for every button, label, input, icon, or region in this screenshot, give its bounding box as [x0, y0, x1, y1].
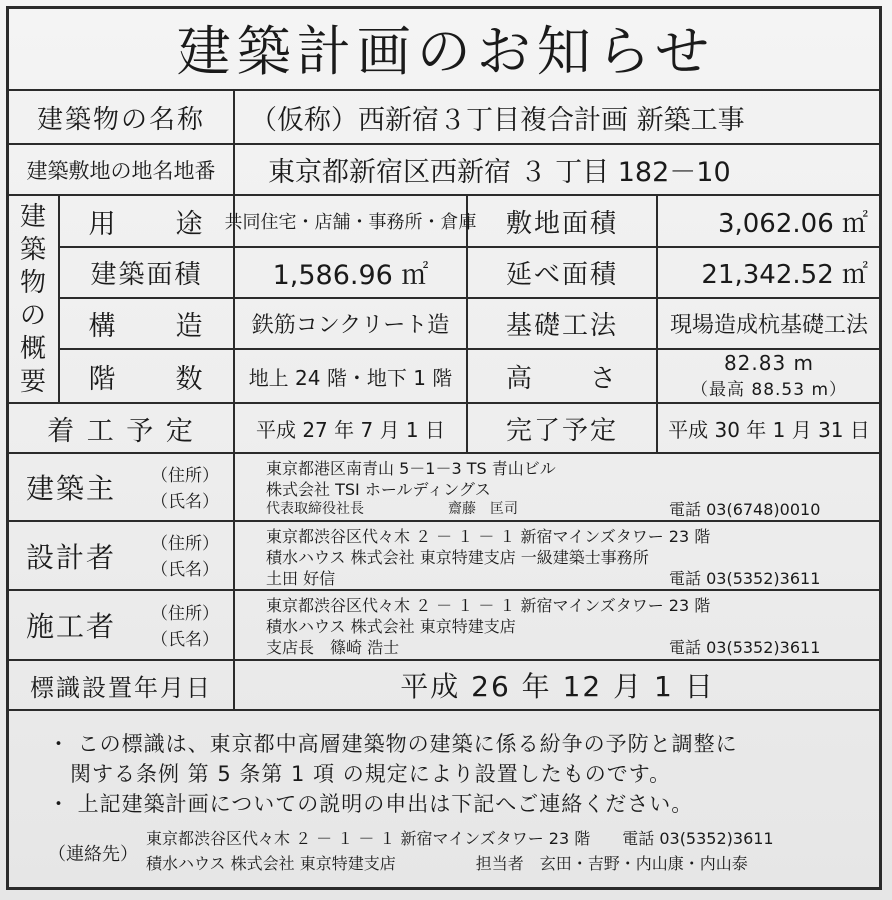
divider [6, 589, 882, 591]
sign-date-value: 平成 26 年 12 月 1 日 [400, 670, 715, 703]
page-title: 建築計画のお知らせ [176, 19, 716, 83]
height-value: 82.83 m [723, 351, 815, 375]
divider [6, 452, 882, 454]
use-value: 共同住宅・店舗・事務所・倉庫 [224, 212, 477, 233]
contact-company: 積水ハウス 株式会社 東京特建支店 担当者 玄田・吉野・内山康・内山泰 [146, 854, 748, 873]
divider [233, 89, 235, 143]
owner-company: 株式会社 TSI ホールディングス [266, 480, 491, 499]
floor-area-value: 21,342.52 ㎡ [701, 260, 868, 290]
overview-label-char: 築 [19, 235, 46, 265]
site-area-value: 3,062.06 ㎡ [717, 208, 868, 239]
site-value: 東京都新宿区西新宿 ３ 丁目 182－10 [268, 157, 731, 188]
height-max-value: （最高 88.53 m） [690, 379, 848, 400]
notice-line: 関する条例 第 5 条第 1 項 の規定により設置したものです。 [48, 762, 672, 786]
floor-area-label: 延べ面積 [505, 260, 618, 290]
sign-date-label: 標識設置年月日 [30, 673, 212, 702]
floors-label: 階 数 [88, 363, 205, 395]
structure-label: 構 造 [88, 311, 205, 342]
building-area-label: 建築面積 [90, 260, 203, 290]
builder-phone: 電話 03(5352)3611 [669, 638, 821, 657]
start-value: 平成 27 年 7 月 1 日 [255, 417, 446, 442]
owner-address-sublabel: （住所） [151, 465, 219, 486]
overview-label-char: 要 [19, 367, 46, 397]
end-value: 平成 30 年 1 月 31 日 [668, 417, 870, 442]
overview-label-char: 物 [19, 268, 46, 298]
designer-company: 積水ハウス 株式会社 東京特建支店 一級建築士事務所 [266, 548, 649, 567]
divider [233, 452, 235, 659]
designer-person: 土田 好信 [266, 569, 336, 588]
owner-address: 東京都港区南青山 5－1－3 TS 青山ビル [266, 459, 556, 478]
designer-label: 設計者 [26, 540, 117, 574]
builder-address-sublabel: （住所） [151, 603, 219, 624]
designer-address: 東京都渋谷区代々木 ２ － １ － １ 新宿マインズタワー 23 階 [266, 527, 711, 546]
building-name-value: （仮称）西新宿３丁目複合計画 新築工事 [250, 104, 745, 136]
notice-line: ・ この標識は、東京都中高層建築物の建築に係る紛争の予防と調整に [48, 732, 738, 756]
builder-label: 施工者 [26, 610, 117, 643]
divider [6, 709, 882, 711]
overview-label-char: の [19, 301, 46, 331]
designer-name-sublabel: （氏名） [151, 559, 219, 580]
overview-label [12, 202, 54, 398]
divider [6, 520, 882, 522]
builder-address: 東京都渋谷区代々木 ２ － １ － １ 新宿マインズタワー 23 階 [266, 596, 711, 615]
owner-name-sublabel: （氏名） [151, 491, 219, 512]
owner-phone: 電話 03(6748)0010 [669, 500, 821, 519]
use-label: 用 途 [88, 208, 205, 240]
builder-company: 積水ハウス 株式会社 東京特建支店 [266, 617, 516, 636]
site-label: 建築敷地の地名地番 [26, 158, 216, 183]
contact-address: 東京都渋谷区代々木 ２ － １ － １ 新宿マインズタワー 23 階 電話 03(5352)3611 [146, 829, 774, 848]
end-label: 完了予定 [505, 415, 618, 446]
floors-value: 地上 24 階・地下 1 階 [248, 365, 453, 390]
designer-address-sublabel: （住所） [151, 533, 219, 554]
designer-phone: 電話 03(5352)3611 [669, 569, 821, 588]
building-name-label: 建築物の名称 [36, 104, 205, 135]
owner-representative: 代表取締役社長 齋藤 匡司 [266, 501, 518, 517]
start-label: 着 工 予 定 [47, 415, 195, 447]
owner-label: 建築主 [26, 472, 117, 505]
divider [233, 143, 235, 194]
notice-line: ・ 上記建築計画についての説明の申出は下記へご連絡ください。 [48, 792, 694, 816]
building-area-value: 1,586.96 ㎡ [272, 260, 429, 291]
height-label: 高 さ [505, 363, 618, 394]
foundation-value: 現場造成杭基礎工法 [669, 313, 868, 338]
builder-person: 支店長 篠崎 浩士 [266, 638, 400, 657]
builder-name-sublabel: （氏名） [151, 629, 219, 650]
structure-value: 鉄筋コンクリート造 [251, 313, 450, 338]
site-area-label: 敷地面積 [505, 208, 618, 239]
contact-label: （連絡先） [48, 844, 138, 865]
overview-label-char: 建 [19, 202, 46, 232]
foundation-label: 基礎工法 [505, 311, 618, 341]
overview-label-char: 概 [19, 334, 46, 364]
